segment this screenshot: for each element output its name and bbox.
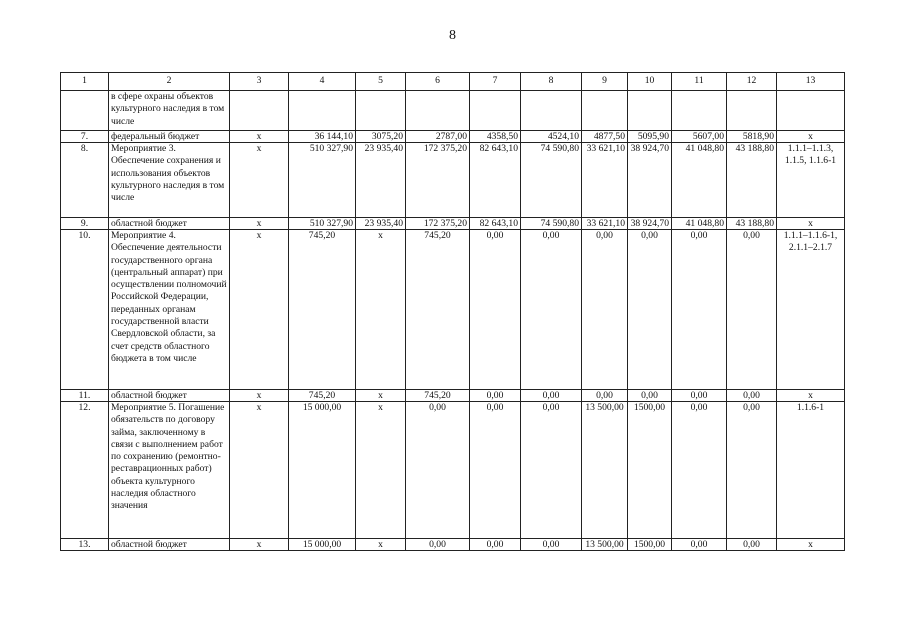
- table-cell: 1.1.1–1.1.6-1, 2.1.1–2.1.7: [777, 230, 845, 390]
- table-cell: 4877,50: [582, 131, 628, 143]
- table-cell: 1500,00: [628, 539, 672, 551]
- table-cell: 0,00: [470, 539, 521, 551]
- table-cell: 0,00: [582, 390, 628, 402]
- table-cell: х: [777, 539, 845, 551]
- table-cell: 41 048,80: [672, 218, 727, 230]
- table-cell: 0,00: [470, 402, 521, 539]
- row-name-cell: Мероприятие 4. Обеспечение деятельности государственного органа (центральный аппарат) при осуществлении полномочий Российской Федерации, переданных органам государственной власти Свердловской области, за счет средств областного бюджета в том числе: [109, 230, 230, 390]
- table-row: [61, 230, 845, 390]
- table-cell: 74 590,80: [521, 218, 582, 230]
- table-cell: 0,00: [672, 539, 727, 551]
- table-cell: 38 924,70: [628, 218, 672, 230]
- row-number-cell: 12.: [61, 402, 109, 539]
- table-cell: 1.1.6-1: [777, 402, 845, 539]
- table-cell: 0,00: [521, 230, 582, 390]
- budget-table: [60, 72, 845, 551]
- column-header: 5: [356, 73, 406, 91]
- table-row: [61, 539, 845, 551]
- column-header: 12: [727, 73, 777, 91]
- table-cell: 82 643,10: [470, 143, 521, 218]
- row-number-cell: [61, 91, 109, 131]
- table-cell: х: [230, 143, 289, 218]
- table-cell: 15 000,00: [289, 402, 356, 539]
- table-cell: 1500,00: [628, 402, 672, 539]
- table-cell: 74 590,80: [521, 143, 582, 218]
- table-cell: 0,00: [521, 402, 582, 539]
- table-cell: [521, 91, 582, 131]
- table-cell: 0,00: [521, 390, 582, 402]
- table-cell: 0,00: [727, 390, 777, 402]
- table-cell: [289, 91, 356, 131]
- table-cell: х: [356, 402, 406, 539]
- column-header: 3: [230, 73, 289, 91]
- table-cell: х: [356, 539, 406, 551]
- table-cell: [628, 91, 672, 131]
- table-cell: 4524,10: [521, 131, 582, 143]
- table-cell: 0,00: [672, 390, 727, 402]
- table-cell: [777, 91, 845, 131]
- table-cell: [230, 91, 289, 131]
- table-row: [61, 390, 845, 402]
- table-cell: 5095,90: [628, 131, 672, 143]
- table-cell: 745,20: [406, 230, 470, 390]
- table-cell: [406, 91, 470, 131]
- column-header: 8: [521, 73, 582, 91]
- column-header: 1: [61, 73, 109, 91]
- table-cell: 0,00: [628, 390, 672, 402]
- row-name-cell: Мероприятие 3. Обеспечение сохранения и использования объектов культурного наследия в том числе: [109, 143, 230, 218]
- table-cell: 0,00: [628, 230, 672, 390]
- row-name-cell: федеральный бюджет: [109, 131, 230, 143]
- column-header: 10: [628, 73, 672, 91]
- table-cell: 0,00: [727, 402, 777, 539]
- table-row: [61, 91, 845, 131]
- table-cell: 0,00: [406, 539, 470, 551]
- table-cell: 43 188,80: [727, 143, 777, 218]
- table-cell: х: [230, 218, 289, 230]
- page-number: 8: [449, 28, 456, 43]
- column-header: 6: [406, 73, 470, 91]
- table-cell: 0,00: [672, 402, 727, 539]
- table-cell: 510 327,90: [289, 143, 356, 218]
- column-header: 2: [109, 73, 230, 91]
- table-cell: 0,00: [672, 230, 727, 390]
- table-cell: 43 188,80: [727, 218, 777, 230]
- table-cell: 1.1.1–1.1.3, 1.1.5, 1.1.6-1: [777, 143, 845, 218]
- table-cell: 38 924,70: [628, 143, 672, 218]
- table-cell: 3075,20: [356, 131, 406, 143]
- table-cell: 5607,00: [672, 131, 727, 143]
- table-cell: 36 144,10: [289, 131, 356, 143]
- table-cell: х: [356, 390, 406, 402]
- row-name-cell: в сфере охраны объектов культурного наследия в том числе: [109, 91, 230, 131]
- table-cell: х: [777, 390, 845, 402]
- table-cell: 0,00: [406, 402, 470, 539]
- table-cell: 0,00: [470, 390, 521, 402]
- table-cell: 172 375,20: [406, 218, 470, 230]
- row-number-cell: 8.: [61, 143, 109, 218]
- table-cell: 0,00: [521, 539, 582, 551]
- table-row: [61, 131, 845, 143]
- table-cell: 745,20: [289, 390, 356, 402]
- column-header: 9: [582, 73, 628, 91]
- table-cell: 0,00: [582, 230, 628, 390]
- table-cell: х: [230, 539, 289, 551]
- table-cell: 2787,00: [406, 131, 470, 143]
- table-cell: 33 621,10: [582, 143, 628, 218]
- table-cell: 4358,50: [470, 131, 521, 143]
- table-cell: 23 935,40: [356, 143, 406, 218]
- table-cell: [470, 91, 521, 131]
- table-cell: 0,00: [727, 230, 777, 390]
- row-name-cell: областной бюджет: [109, 218, 230, 230]
- row-number-cell: 11.: [61, 390, 109, 402]
- column-header: 4: [289, 73, 356, 91]
- table-cell: 745,20: [406, 390, 470, 402]
- table-cell: 745,20: [289, 230, 356, 390]
- table-cell: 5818,90: [727, 131, 777, 143]
- column-header: 13: [777, 73, 845, 91]
- table-cell: 0,00: [470, 230, 521, 390]
- row-number-cell: 13.: [61, 539, 109, 551]
- table-cell: [672, 91, 727, 131]
- column-number-row: [61, 73, 845, 91]
- table-cell: [727, 91, 777, 131]
- table-cell: х: [777, 131, 845, 143]
- table-cell: 15 000,00: [289, 539, 356, 551]
- column-header: 11: [672, 73, 727, 91]
- table-cell: х: [230, 390, 289, 402]
- table-cell: 0,00: [727, 539, 777, 551]
- table-cell: х: [356, 230, 406, 390]
- table-cell: 23 935,40: [356, 218, 406, 230]
- table-row: [61, 402, 845, 539]
- table-cell: х: [230, 402, 289, 539]
- table-cell: 13 500,00: [582, 402, 628, 539]
- row-name-cell: областной бюджет: [109, 390, 230, 402]
- table-row: [61, 218, 845, 230]
- table-cell: х: [230, 230, 289, 390]
- table-cell: 13 500,00: [582, 539, 628, 551]
- table-cell: х: [230, 131, 289, 143]
- table-cell: [356, 91, 406, 131]
- table-cell: 82 643,10: [470, 218, 521, 230]
- table-cell: х: [777, 218, 845, 230]
- table-cell: 41 048,80: [672, 143, 727, 218]
- table-cell: [582, 91, 628, 131]
- table-cell: 33 621,10: [582, 218, 628, 230]
- table-row: [61, 143, 845, 218]
- row-name-cell: областной бюджет: [109, 539, 230, 551]
- column-header: 7: [470, 73, 521, 91]
- row-number-cell: 9.: [61, 218, 109, 230]
- table-cell: 172 375,20: [406, 143, 470, 218]
- row-number-cell: 7.: [61, 131, 109, 143]
- row-number-cell: 10.: [61, 230, 109, 390]
- row-name-cell: Мероприятие 5. Погашение обязательств по договору займа, заключенному в связи с выполнением работ по сохранению (ремонтно-реставрационных работ) объекта культурного наследия областного значения: [109, 402, 230, 539]
- table-cell: 510 327,90: [289, 218, 356, 230]
